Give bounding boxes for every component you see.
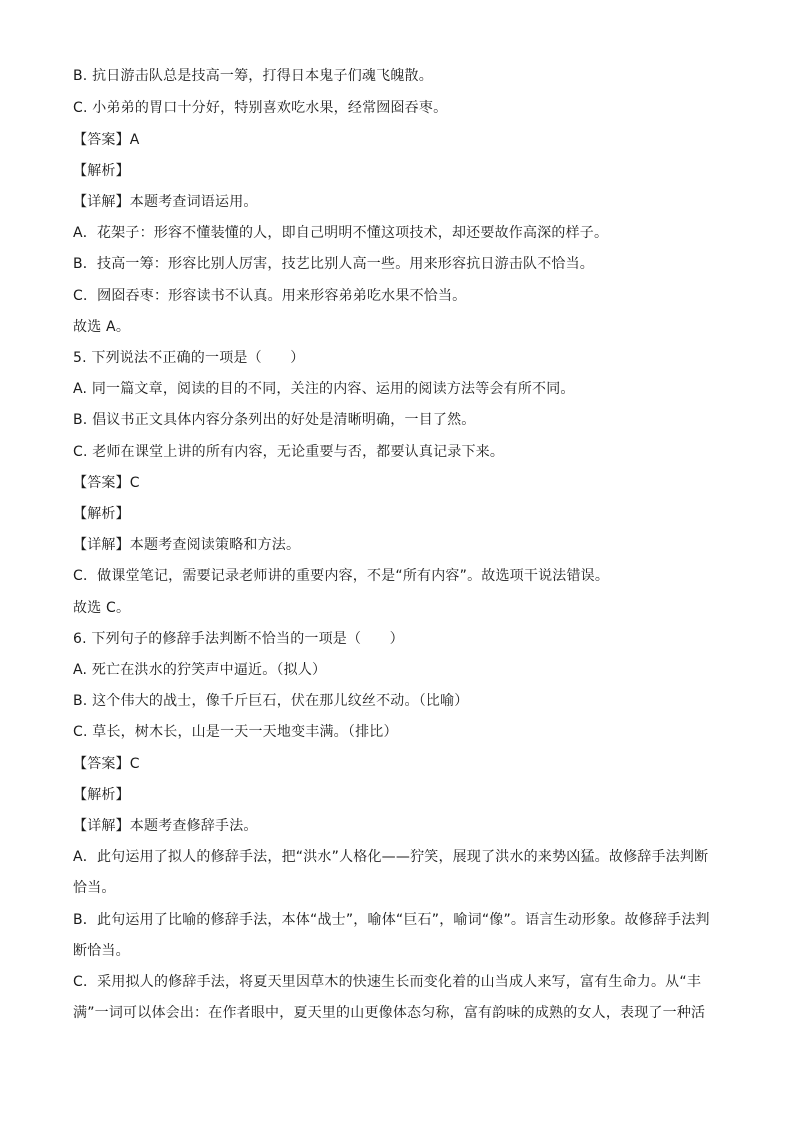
option-a-q5: A. 同一篇文章，阅读的目的不同，关注的内容、运用的阅读方法等会有所不同。 (73, 381, 575, 397)
conclusion-q4: 故选 A。 (73, 319, 131, 335)
answer-q6: 【答案】C (73, 756, 140, 772)
detail-q5: 【详解】本题考查阅读策略和方法。 (73, 537, 301, 553)
option-c-q4: C. 小弟弟的胃口十分好，特别喜欢吃水果，经常囫囵吞枣。 (73, 100, 448, 116)
detail-q4-a: A．花架子：形容不懂装懂的人，即自己明明不懂这项技术，却还要故作高深的样子。 (73, 225, 609, 241)
question-6: 6. 下列句子的修辞手法判断不恰当的一项是（ ） (73, 631, 404, 647)
option-b-q4: B. 抗日游击队总是技高一筹，打得日本鬼子们魂飞魄散。 (73, 68, 433, 84)
analysis-heading-q5: 【解析】 (73, 506, 130, 522)
detail-q6-a-line1: A．此句运用了拟人的修辞手法，把“洪水”人格化——狞笑，展现了洪水的来势凶猛。故修辞手法判断 (73, 849, 709, 865)
option-a-q6: A. 死亡在洪水的狞笑声中逼近。（拟人） (73, 662, 327, 678)
answer-q4: 【答案】A (73, 132, 140, 148)
conclusion-q5: 故选 C。 (73, 600, 131, 616)
detail-q5-c: C．做课堂笔记，需要记录老师讲的重要内容，不是“所有内容”。故选项干说法错误。 (73, 568, 610, 584)
answer-q5: 【答案】C (73, 475, 140, 491)
detail-q4-c: C．囫囵吞枣：形容读书不认真。用来形容弟弟吃水果不恰当。 (73, 288, 467, 304)
option-b-q5: B. 倡议书正文具体内容分条列出的好处是清晰明确，一目了然。 (73, 412, 476, 428)
detail-q6-a-line2: 恰当。 (73, 880, 116, 896)
detail-q6-b-line1: B．此句运用了比喻的修辞手法，本体“战士”，喻体“巨石”，喻词“像”。语言生动形象。故修辞手法判 (73, 912, 710, 928)
analysis-heading-q6: 【解析】 (73, 787, 130, 803)
detail-q6-c-line1: C．采用拟人的修辞手法，将夏天里因草木的快速生长而变化着的山当成人来写，富有生命力。从“丰 (73, 974, 702, 990)
detail-q4-b: B．技高一筹：形容比别人厉害，技艺比别人高一些。用来形容抗日游击队不恰当。 (73, 256, 595, 272)
option-c-q6: C. 草长，树木长，山是一天一天地变丰满。（排比） (73, 724, 398, 740)
option-c-q5: C. 老师在课堂上讲的所有内容，无论重要与否，都要认真记录下来。 (73, 444, 505, 460)
analysis-heading-q4: 【解析】 (73, 163, 130, 179)
detail-q6-b-line2: 断恰当。 (73, 943, 130, 959)
detail-q6: 【详解】本题考查修辞手法。 (73, 818, 258, 834)
detail-q6-c-line2: 满”一词可以体会出：在作者眼中，夏天里的山更像体态匀称，富有韵味的成熟的女人，表现了一种活 (73, 1005, 706, 1021)
option-b-q6: B. 这个伟大的战士，像千斤巨石，伏在那儿纹丝不动。（比喻） (73, 693, 469, 709)
detail-q4: 【详解】本题考查词语运用。 (73, 194, 258, 210)
question-5: 5. 下列说法不正确的一项是（ ） (73, 350, 305, 366)
